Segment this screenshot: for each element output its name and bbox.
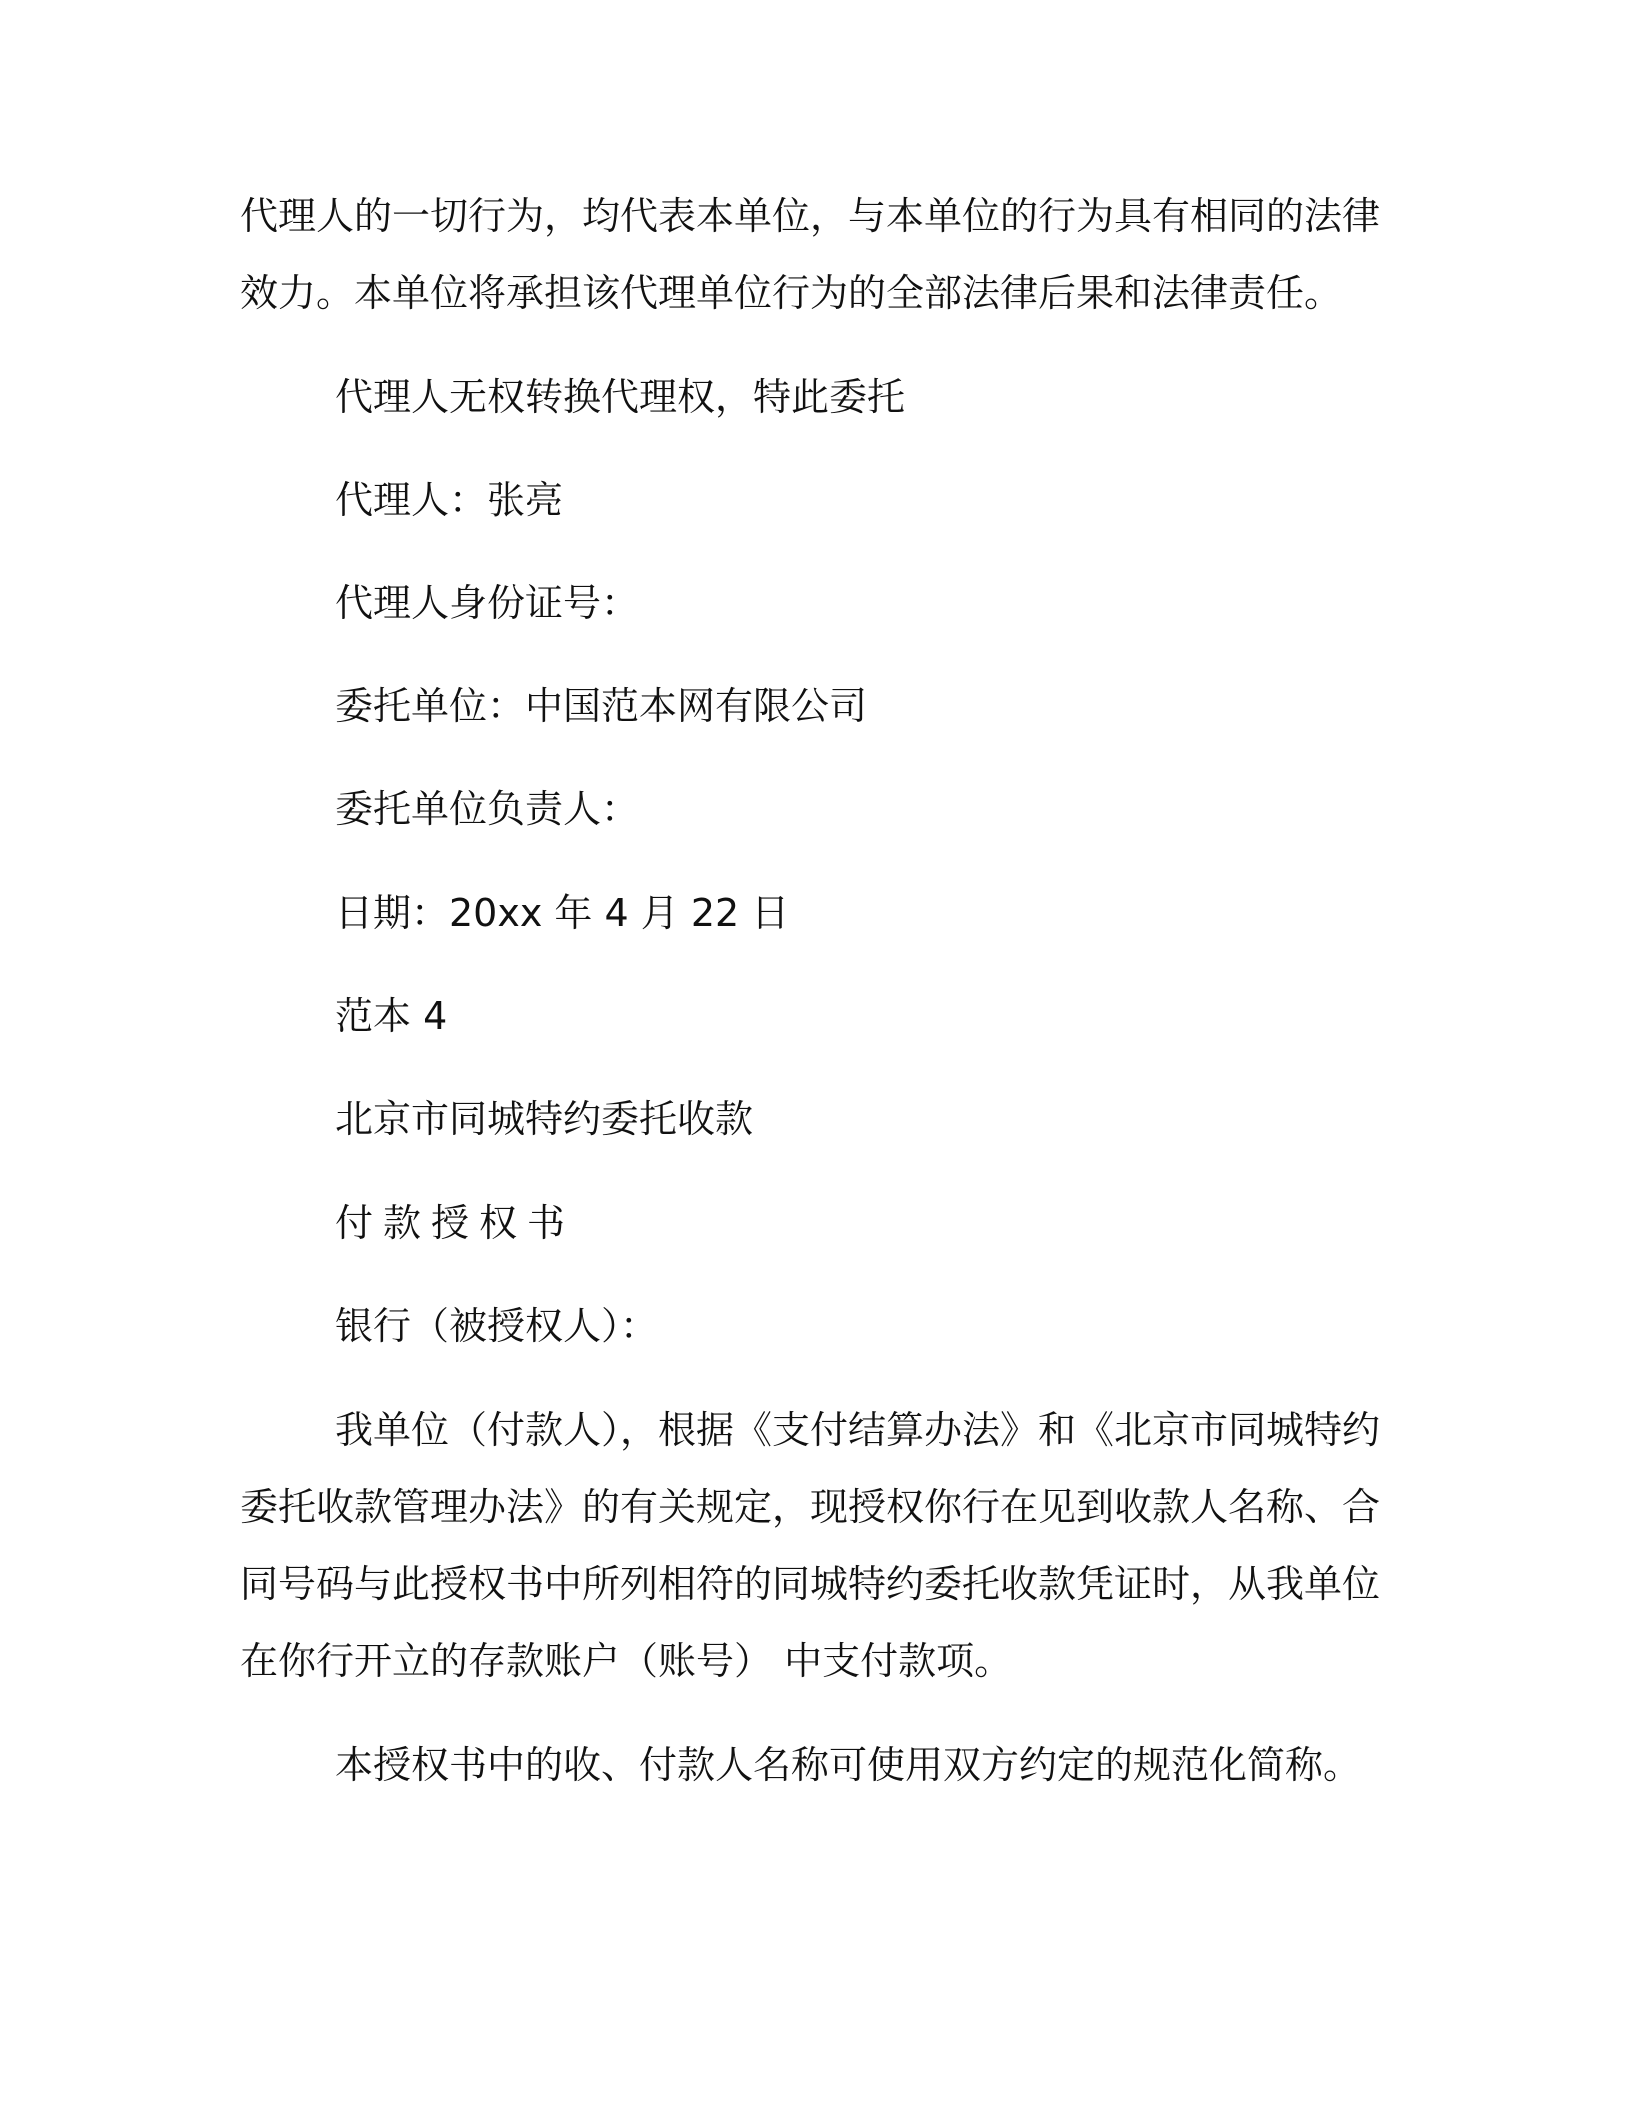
document-heading-line-2: 付款授权书 <box>335 1201 576 1245</box>
template-number-heading: 范本 4 <box>335 994 448 1038</box>
addressee-line: 银行（被授权人）： <box>335 1304 659 1348</box>
paragraph-line: 我单位（付款人），根据《支付结算办法》和《北京市同城特约 <box>335 1408 1381 1452</box>
entrusting-unit-line: 委托单位：中国范本网有限公司 <box>335 684 868 728</box>
paragraph-line: 效力。本单位将承担该代理单位行为的全部法律后果和法律责任。 <box>240 271 1343 315</box>
date-line: 日期：20xx 年 4 月 22 日 <box>335 891 790 935</box>
paragraph-line: 委托收款管理办法》的有关规定，现授权你行在见到收款人名称、合 <box>240 1485 1381 1529</box>
unit-principal-line: 委托单位负责人： <box>335 787 640 831</box>
document-heading-line-1: 北京市同城特约委托收款 <box>335 1097 754 1141</box>
paragraph-line: 本授权书中的收、付款人名称可使用双方约定的规范化简称。 <box>335 1743 1362 1787</box>
paragraph-line: 在你行开立的存款账户（账号） 中支付款项。 <box>240 1639 1013 1683</box>
statement-line: 代理人无权转换代理权，特此委托 <box>335 375 906 419</box>
paragraph-line: 代理人的一切行为，均代表本单位，与本单位的行为具有相同的法律 <box>240 194 1381 238</box>
agent-name-line: 代理人：张亮 <box>335 478 564 522</box>
paragraph-line: 同号码与此授权书中所列相符的同城特约委托收款凭证时，从我单位 <box>240 1562 1381 1606</box>
agent-id-line: 代理人身份证号： <box>335 581 640 625</box>
